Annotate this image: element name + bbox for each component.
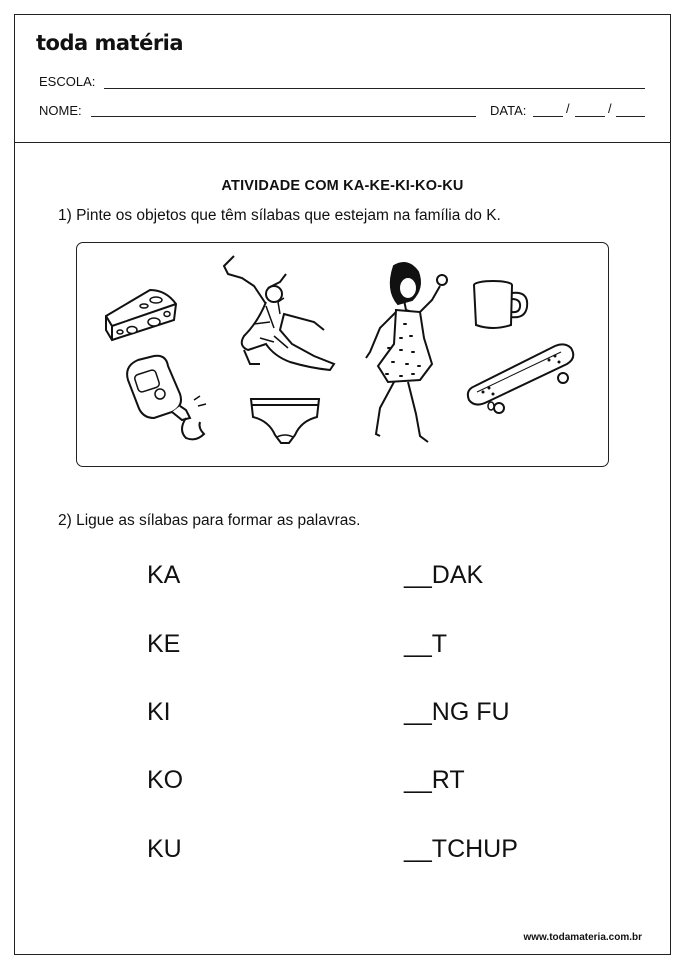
singer-icon[interactable]: [360, 258, 460, 448]
school-field[interactable]: [104, 88, 645, 89]
brand-logo: toda matéria: [36, 31, 184, 55]
mug-icon[interactable]: [471, 279, 531, 331]
skateboard-icon[interactable]: [463, 342, 579, 414]
name-field[interactable]: [91, 116, 476, 117]
ketchup-icon[interactable]: [120, 354, 212, 444]
date-month-field[interactable]: [575, 116, 605, 117]
underpants-icon[interactable]: [249, 395, 321, 447]
question-2: 2) Ligue as sílabas para formar as palavras.: [58, 512, 361, 529]
syllable-ka[interactable]: KA: [147, 561, 181, 589]
syllable-ku[interactable]: KU: [147, 835, 182, 863]
syllable-ko[interactable]: KO: [147, 766, 184, 794]
date-label: DATA:: [490, 103, 527, 118]
worksheet-frame: [14, 14, 671, 955]
school-label: ESCOLA:: [39, 74, 96, 89]
footer-url[interactable]: www.todamateria.com.br: [523, 932, 642, 943]
word-t[interactable]: __T: [404, 630, 448, 658]
date-separator: /: [608, 101, 612, 116]
word-rt[interactable]: __RT: [404, 766, 465, 794]
date-separator: /: [566, 101, 570, 116]
header-divider: [14, 142, 671, 143]
word-tchup[interactable]: __TCHUP: [404, 835, 518, 863]
word-dak[interactable]: __DAK: [404, 561, 484, 589]
name-label: NOME:: [39, 103, 82, 118]
syllable-ki[interactable]: KI: [147, 698, 171, 726]
date-year-field[interactable]: [616, 116, 645, 117]
question-1: 1) Pinte os objetos que têm sílabas que estejam na família do K.: [58, 207, 501, 224]
samurai-icon[interactable]: [214, 252, 340, 378]
word-ng-fu[interactable]: __NG FU: [404, 698, 510, 726]
date-day-field[interactable]: [533, 116, 563, 117]
activity-title: ATIVIDADE COM KA-KE-KI-KO-KU: [221, 178, 464, 194]
cheese-icon[interactable]: [104, 286, 178, 342]
syllable-ke[interactable]: KE: [147, 630, 181, 658]
